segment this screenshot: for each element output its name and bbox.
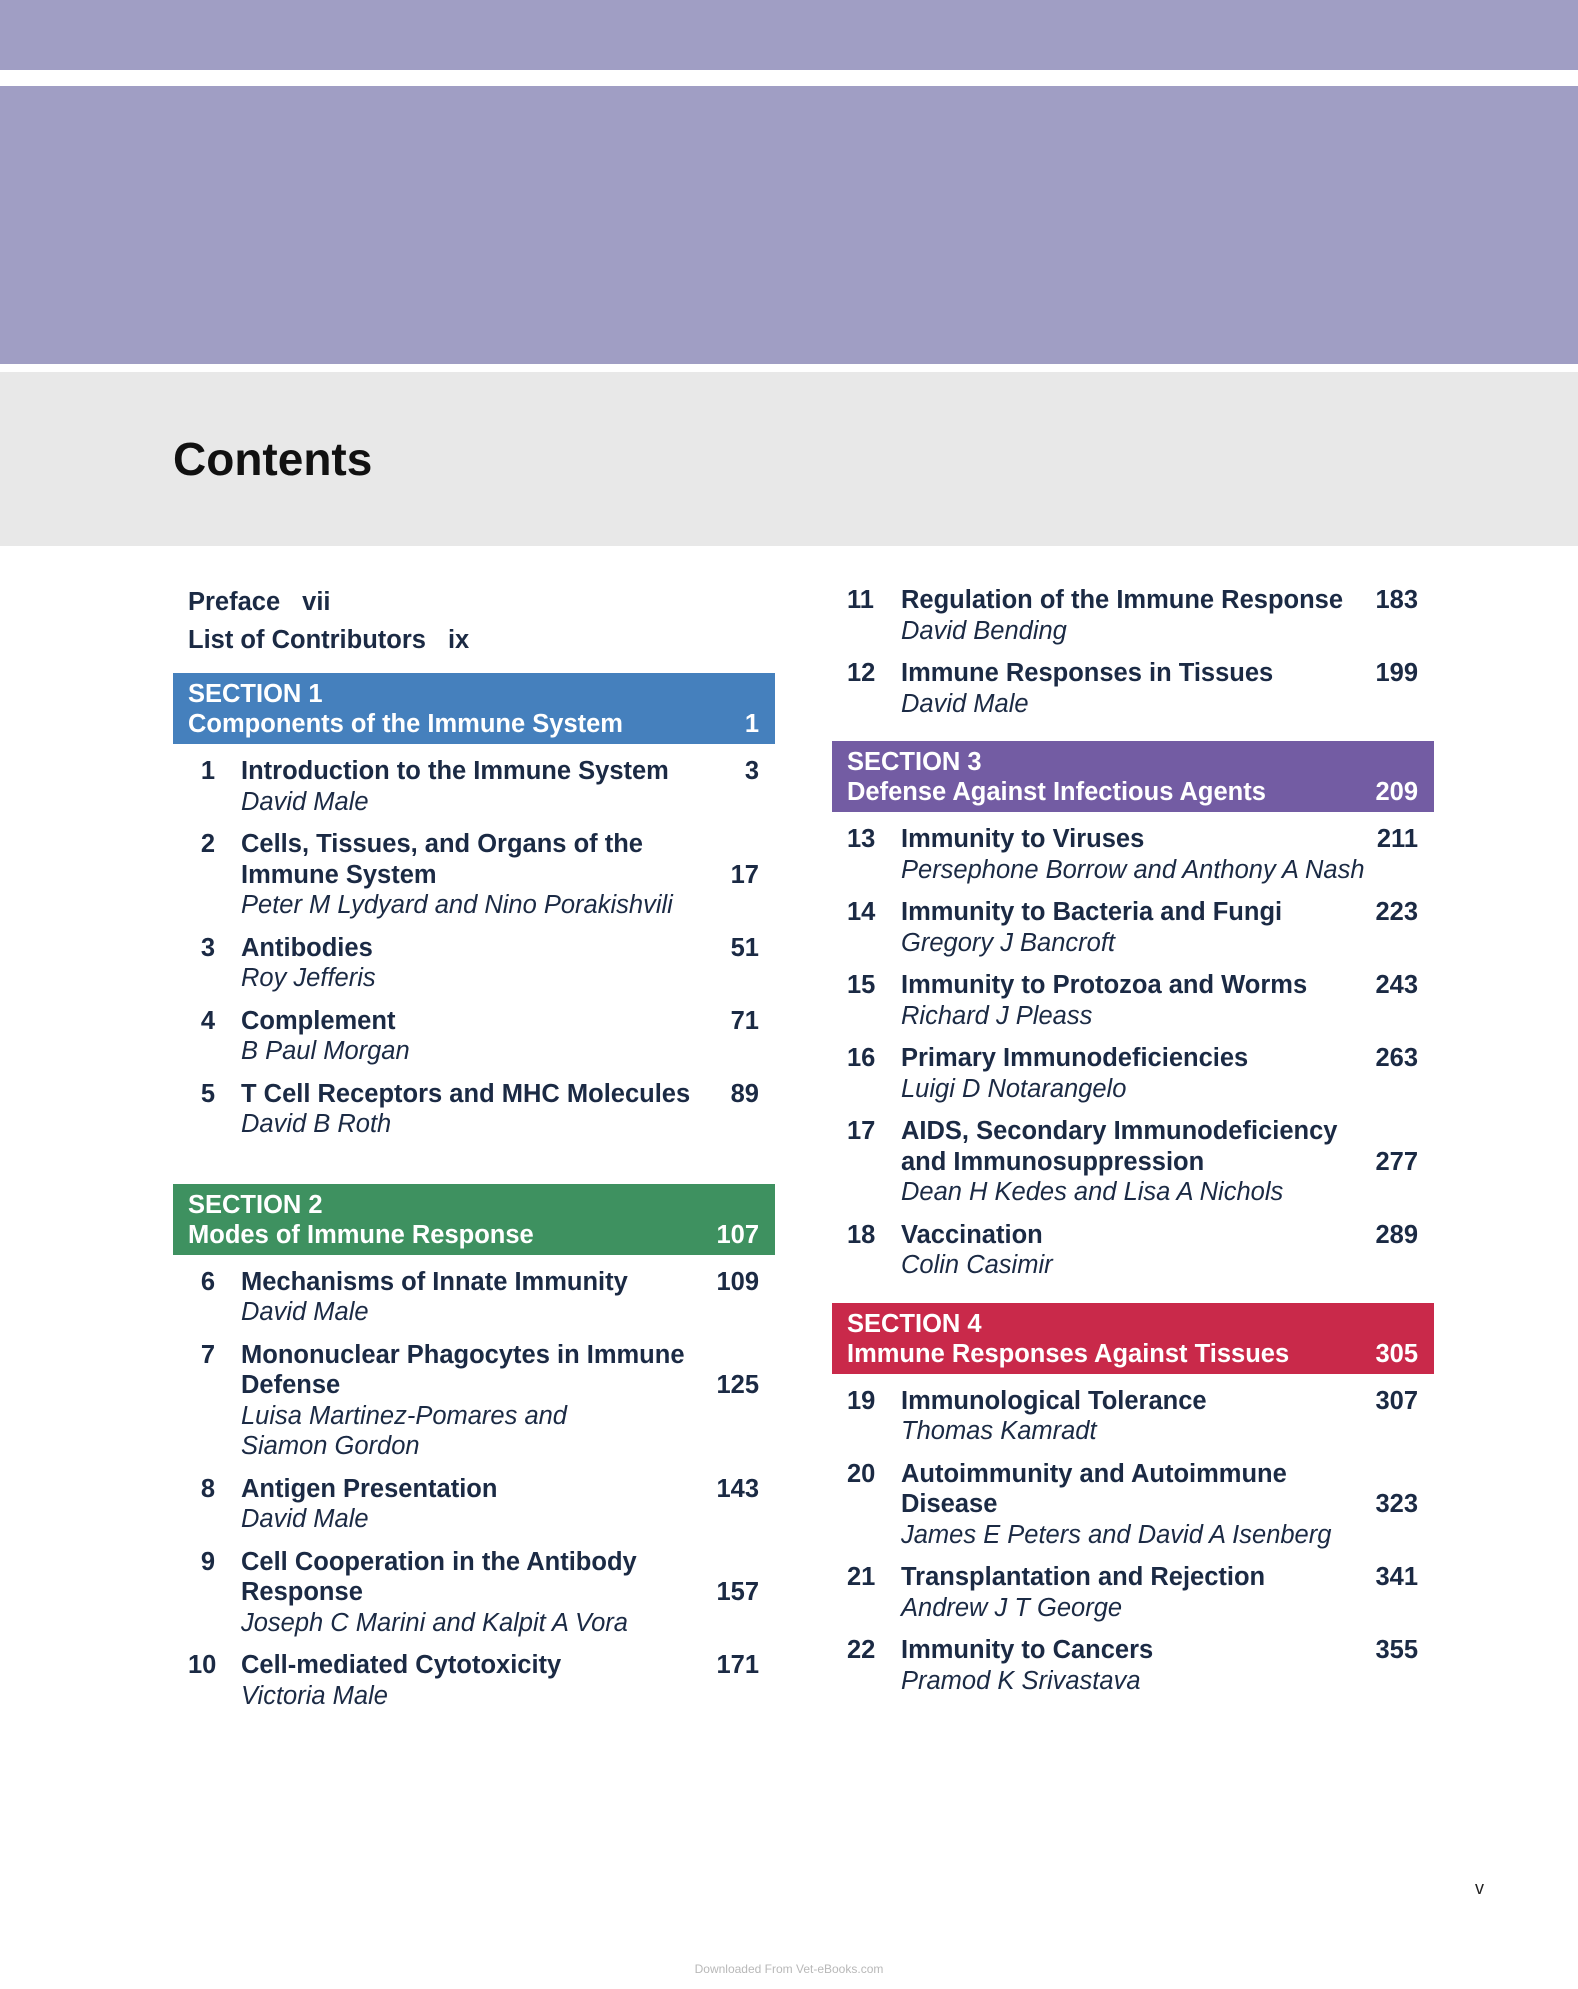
front-matter-item[interactable] [173, 583, 775, 621]
chapter-authors: Dean H Kedes and Lisa A Nichols [901, 1178, 1284, 1206]
chapter-title: Immunity to Cancers [901, 1636, 1154, 1664]
chapter-authors: James E Peters and David A Isenberg [901, 1520, 1332, 1549]
chapter-title: T Cell Receptors and MHC Molecules [241, 1079, 691, 1108]
section-page: 209 [1375, 778, 1418, 806]
chapter-title: Cell Cooperation in the Antibody Response [241, 1547, 637, 1606]
chapter-authors: Pramod K Srivastava [901, 1666, 1141, 1695]
page-number: v [1475, 1878, 1484, 1898]
chapter-page: 183 [1375, 586, 1418, 614]
section-4-header[interactable] [832, 1303, 1434, 1374]
chapter-page: 89 [730, 1079, 759, 1108]
chapter-page: 277 [1375, 1147, 1418, 1176]
section-title: Defense Against Infectious Agents [847, 778, 1266, 806]
chapter-entry[interactable] [832, 824, 1434, 885]
chapter-page: 243 [1375, 971, 1418, 999]
header-color-band [0, 86, 1578, 364]
chapter-entry[interactable] [832, 1043, 1434, 1104]
chapter-entry[interactable] [832, 1220, 1434, 1281]
chapter-entry[interactable] [173, 1474, 775, 1535]
chapter-number: 16 [847, 1044, 876, 1072]
front-matter-label: List of Contributors [188, 626, 426, 654]
chapter-entry[interactable] [832, 1562, 1434, 1623]
chapter-page: 211 [1376, 825, 1418, 853]
chapter-number: 6 [200, 1267, 215, 1296]
chapter-entry[interactable] [173, 829, 775, 921]
chapter-authors: Peter M Lydyard and Nino Porakishvili [241, 891, 673, 919]
chapter-authors: Colin Casimir [901, 1251, 1053, 1279]
chapter-title: Cell-mediated Cytotoxicity [241, 1651, 562, 1679]
chapter-authors: David Bending [901, 616, 1067, 645]
chapter-title: Immune Responses in Tissues [901, 659, 1274, 687]
section-label: SECTION 4 [847, 1309, 982, 1338]
chapter-authors: David Male [241, 787, 369, 816]
chapter-authors: Roy Jefferis [241, 964, 376, 992]
chapter-page: 3 [744, 757, 759, 785]
front-matter-page: vii [302, 588, 331, 616]
chapter-authors: Victoria Male [241, 1681, 388, 1710]
chapter-title: Immunity to Viruses [901, 825, 1145, 853]
chapter-title: Antigen Presentation [241, 1474, 498, 1503]
chapter-number: 20 [847, 1459, 876, 1488]
chapter-number: 4 [200, 1006, 215, 1035]
chapter-number: 15 [847, 971, 876, 999]
chapter-page: 289 [1375, 1220, 1418, 1249]
chapter-authors: Persephone Borrow and Anthony A Nash [901, 855, 1365, 884]
chapter-number: 17 [847, 1117, 876, 1145]
chapter-number: 12 [847, 659, 876, 687]
chapter-number: 18 [847, 1220, 876, 1249]
chapter-authors: Luisa Martinez-Pomares and [241, 1401, 567, 1430]
chapter-number: 10 [188, 1651, 217, 1679]
section-3-header[interactable] [832, 741, 1434, 812]
section-label: SECTION 3 [847, 748, 982, 776]
chapter-title: Immunity to Bacteria and Fungi [901, 898, 1283, 926]
toc-right-column [832, 583, 1434, 1696]
chapter-entry[interactable] [832, 897, 1434, 958]
chapter-title: Primary Immunodeficiencies [901, 1044, 1249, 1072]
front-matter-item[interactable] [173, 621, 775, 659]
chapter-title: Cells, Tissues, and Organs of the Immune System [241, 830, 643, 889]
chapter-title: Transplantation and Rejection [901, 1563, 1266, 1591]
chapter-entry[interactable] [173, 1006, 775, 1067]
chapter-title: Mechanisms of Innate Immunity [241, 1267, 628, 1296]
chapter-authors: David Male [901, 689, 1029, 718]
chapter-title: Autoimmunity and Autoimmune Disease [901, 1459, 1287, 1518]
chapter-title: AIDS, Secondary Immunodeficiency and Immunosuppression [901, 1117, 1338, 1176]
chapter-entry[interactable] [832, 1635, 1434, 1696]
chapter-entry[interactable] [832, 970, 1434, 1031]
section-page: 107 [716, 1220, 759, 1249]
chapter-title: Immunity to Protozoa and Worms [901, 971, 1308, 999]
section-2-header[interactable] [173, 1184, 775, 1255]
chapter-title: Complement [241, 1006, 396, 1035]
chapter-number: 11 [847, 586, 874, 614]
chapter-entry[interactable] [832, 1116, 1434, 1208]
front-matter-label: Preface [188, 588, 281, 616]
chapter-number: 1 [200, 757, 215, 785]
chapter-page: 71 [730, 1006, 759, 1035]
chapter-authors: David B Roth [241, 1110, 392, 1138]
chapter-entry[interactable] [173, 1340, 775, 1462]
chapter-entry[interactable] [832, 585, 1434, 646]
chapter-title: Regulation of the Immune Response [901, 586, 1344, 614]
chapter-entry[interactable] [832, 1386, 1434, 1447]
download-footer: Downloaded From Vet-eBooks.com [694, 1962, 884, 1976]
chapter-entry[interactable] [173, 1547, 775, 1639]
chapter-title: Mononuclear Phagocytes in Immune Defense [241, 1340, 685, 1399]
section-label: SECTION 2 [188, 1190, 323, 1219]
chapter-number: 19 [847, 1386, 876, 1415]
chapter-page: 143 [716, 1474, 759, 1503]
chapter-authors: Joseph C Marini and Kalpit A Vora [241, 1608, 628, 1637]
chapter-page: 51 [730, 933, 759, 962]
chapter-entry[interactable] [832, 658, 1434, 719]
chapter-page: 341 [1375, 1563, 1418, 1591]
chapter-entry[interactable] [173, 1650, 775, 1711]
chapter-title: Immunological Tolerance [901, 1386, 1207, 1415]
chapter-authors: Siamon Gordon [241, 1432, 420, 1460]
section-1-header[interactable] [173, 673, 775, 744]
chapter-authors: Andrew J T George [901, 1593, 1123, 1622]
chapter-authors: Luigi D Notarangelo [901, 1074, 1127, 1103]
chapter-authors: David Male [241, 1505, 369, 1533]
chapter-number: 7 [200, 1340, 215, 1369]
section-label: SECTION 1 [188, 680, 323, 708]
front-matter-page: ix [447, 626, 470, 654]
chapter-number: 14 [847, 898, 876, 926]
top-color-band [0, 0, 1578, 70]
chapter-page: 355 [1375, 1636, 1418, 1664]
chapter-page: 157 [716, 1578, 759, 1606]
section-title: Immune Responses Against Tissues [847, 1339, 1290, 1368]
chapter-authors: Thomas Kamradt [901, 1417, 1097, 1445]
chapter-number: 8 [200, 1474, 215, 1503]
chapter-page: 109 [716, 1267, 759, 1296]
chapter-authors: Gregory J Bancroft [901, 928, 1115, 957]
chapter-page: 125 [716, 1371, 759, 1399]
chapter-page: 323 [1375, 1490, 1418, 1518]
chapter-page: 171 [716, 1651, 759, 1679]
chapter-number: 9 [200, 1547, 215, 1576]
chapter-title: Antibodies [241, 933, 373, 962]
chapter-title: Introduction to the Immune System [241, 757, 669, 785]
chapter-entry[interactable] [832, 1459, 1434, 1551]
chapter-page: 263 [1375, 1044, 1418, 1072]
chapter-number: 2 [200, 830, 215, 858]
chapter-number: 3 [200, 933, 215, 962]
chapter-title: Vaccination [901, 1220, 1043, 1249]
chapter-page: 17 [730, 860, 759, 889]
chapter-number: 21 [847, 1563, 876, 1591]
chapter-authors: Richard J Pleass [901, 1001, 1093, 1030]
chapter-number: 22 [847, 1636, 876, 1664]
section-title: Components of the Immune System [188, 710, 623, 738]
chapter-entry[interactable] [173, 1267, 775, 1328]
chapter-authors: David Male [241, 1298, 369, 1326]
chapter-entry[interactable] [173, 756, 775, 817]
chapter-entry[interactable] [173, 1079, 775, 1140]
toc-left-column [173, 583, 775, 1711]
chapter-number: 13 [847, 825, 876, 853]
chapter-page: 223 [1375, 898, 1418, 926]
section-title: Modes of Immune Response [188, 1220, 534, 1249]
section-page: 1 [744, 710, 759, 738]
chapter-authors: B Paul Morgan [241, 1037, 410, 1065]
page-title: Contents [173, 433, 373, 485]
section-page: 305 [1375, 1339, 1418, 1368]
chapter-entry[interactable] [173, 933, 775, 994]
chapter-page: 199 [1375, 659, 1418, 687]
chapter-number: 5 [200, 1079, 215, 1108]
chapter-page: 307 [1375, 1386, 1418, 1415]
